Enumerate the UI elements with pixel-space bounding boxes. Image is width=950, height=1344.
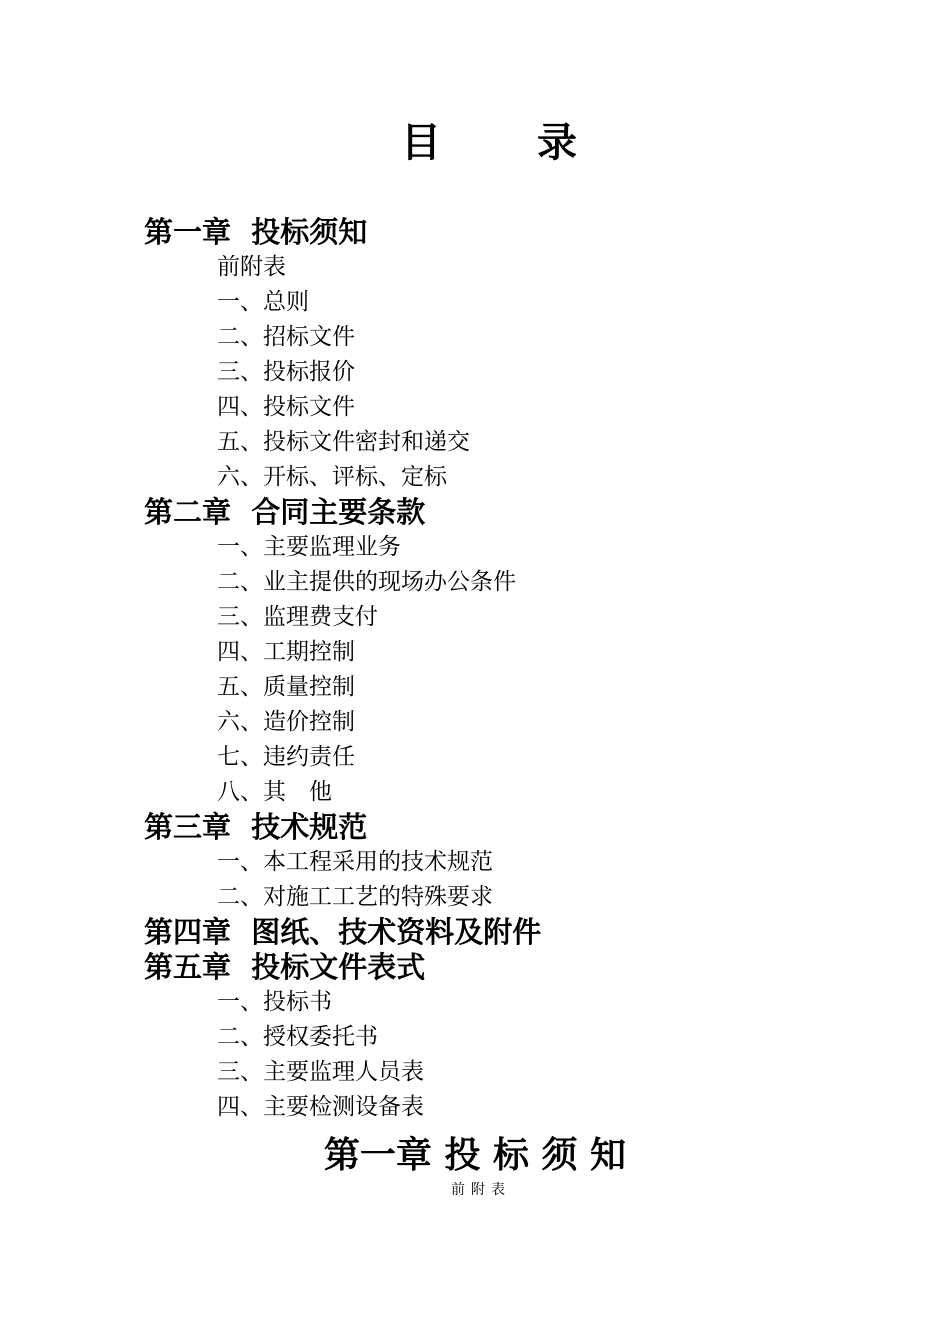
toc-item[interactable]: 五、质量控制 bbox=[217, 674, 355, 700]
toc-item[interactable]: 二、授权委托书 bbox=[217, 1024, 378, 1050]
toc-item[interactable]: 一、投标书 bbox=[217, 989, 332, 1015]
toc-item[interactable]: 六、造价控制 bbox=[217, 709, 355, 735]
table-of-contents bbox=[144, 215, 844, 1125]
toc-chapter-4[interactable]: 第四章 图纸、技术资料及附件 bbox=[144, 915, 542, 949]
toc-item[interactable]: 八、其 他 bbox=[217, 779, 332, 805]
toc-chapter-5[interactable]: 第五章 投标文件表式 bbox=[144, 950, 426, 984]
toc-item[interactable]: 一、主要监理业务 bbox=[217, 534, 401, 560]
toc-chapter-2[interactable]: 第二章 合同主要条款 bbox=[144, 495, 426, 529]
toc-item[interactable]: 一、本工程采用的技术规范 bbox=[217, 849, 493, 875]
toc-item[interactable]: 七、违约责任 bbox=[217, 744, 355, 770]
toc-item[interactable]: 三、主要监理人员表 bbox=[217, 1059, 424, 1085]
toc-item[interactable]: 二、业主提供的现场办公条件 bbox=[217, 569, 516, 595]
toc-title: 目 录 bbox=[401, 119, 605, 166]
toc-item[interactable]: 四、投标文件 bbox=[217, 394, 355, 420]
toc-item[interactable]: 五、投标文件密封和递交 bbox=[217, 429, 470, 455]
toc-item[interactable]: 前附表 bbox=[217, 254, 286, 280]
toc-item[interactable]: 四、主要检测设备表 bbox=[217, 1094, 424, 1120]
section-subheading: 前附表 bbox=[451, 1182, 511, 1198]
toc-item[interactable]: 二、招标文件 bbox=[217, 324, 355, 350]
toc-item[interactable]: 三、监理费支付 bbox=[217, 604, 378, 630]
toc-item[interactable]: 六、开标、评标、定标 bbox=[217, 464, 447, 490]
toc-item[interactable]: 二、对施工工艺的特殊要求 bbox=[217, 884, 493, 910]
toc-chapter-3[interactable]: 第三章 技术规范 bbox=[144, 810, 368, 844]
toc-item[interactable]: 四、工期控制 bbox=[217, 639, 355, 665]
toc-item[interactable]: 三、投标报价 bbox=[217, 359, 355, 385]
toc-item[interactable]: 一、总则 bbox=[217, 289, 309, 315]
section-heading: 第一章 投 标 须 知 bbox=[323, 1134, 627, 1176]
toc-chapter-1[interactable]: 第一章 投标须知 bbox=[144, 215, 368, 249]
